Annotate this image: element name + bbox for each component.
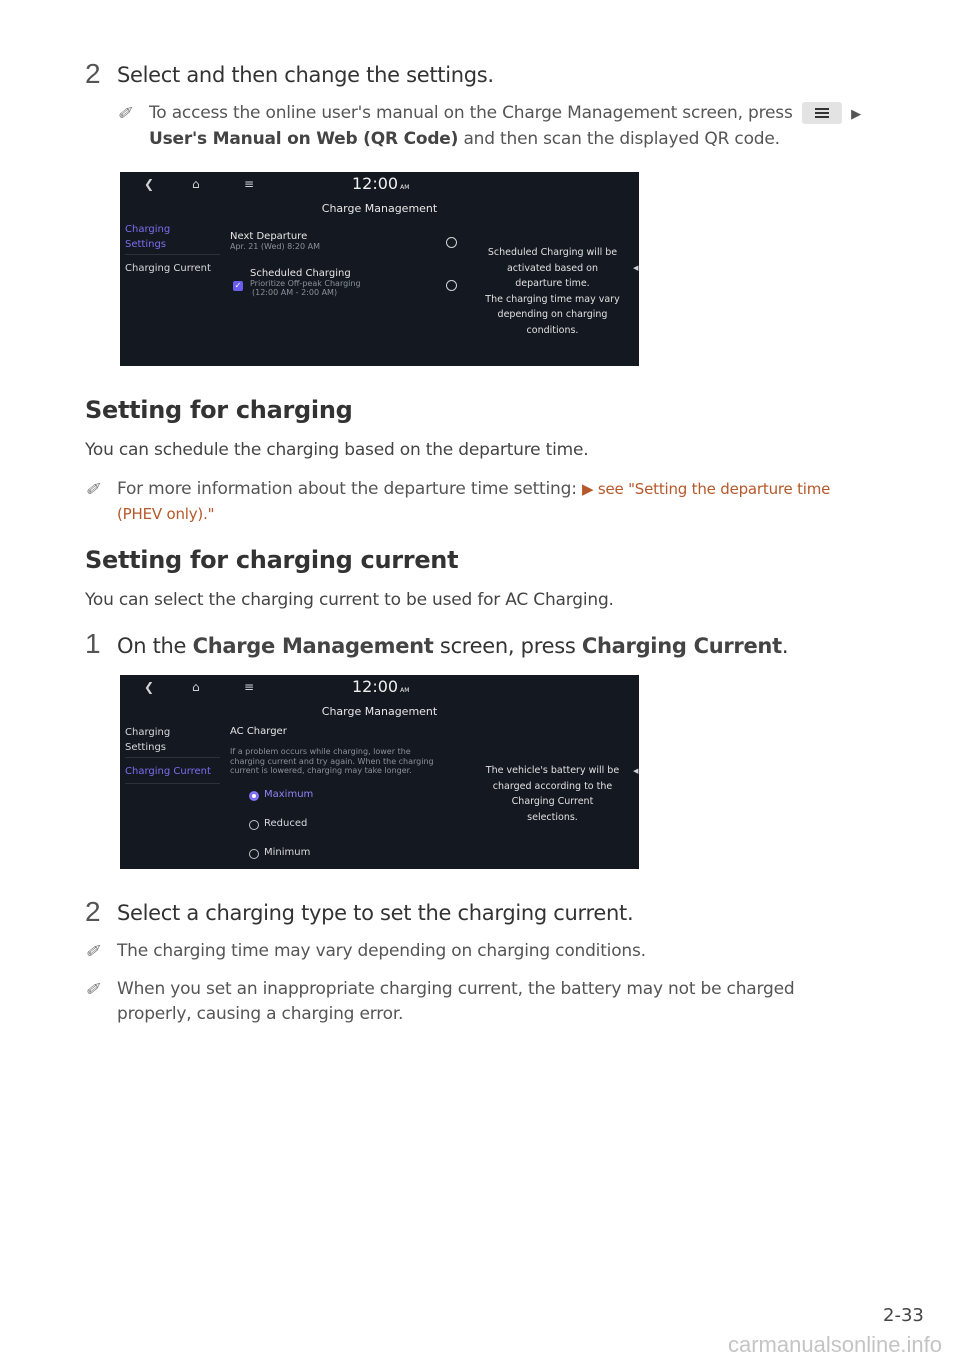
divider (125, 254, 220, 255)
clock: 12:00 AM (352, 677, 410, 696)
next-departure: Next Departure Apr. 21 (Wed) 8:20 AM (230, 231, 321, 251)
note-text: When you set an inappropriate charging current, the battery may not be charged properly, causing a charging error. (117, 979, 795, 1024)
watermark: carmanualsonline.info (728, 1332, 943, 1357)
ac-charger-label: AC Charger (230, 726, 287, 737)
checkbox-icon: ✓ (234, 281, 242, 290)
divider (125, 783, 220, 784)
radio-icon (249, 849, 259, 859)
home-icon: ⌂ (192, 177, 200, 191)
sidebar-item-charging-settings: Charging Settings (125, 727, 171, 753)
note-icon: ✐ (85, 980, 100, 1000)
menu-icon: ≡ (244, 177, 255, 191)
gear-icon (446, 237, 457, 248)
screenshot-charging-current (120, 675, 639, 869)
menu-icon: ≡ (244, 680, 255, 694)
page-number: 2-33 (883, 1305, 924, 1326)
step-text: On the Charge Management screen, press Charging Current. (117, 634, 789, 658)
divider (125, 757, 220, 758)
option-minimum: Minimum (264, 847, 311, 858)
option-reduced: Reduced (264, 818, 308, 829)
clock: 12:00 AM (352, 174, 410, 193)
note-bold: User's Manual on Web (QR Code) (149, 129, 459, 149)
screen-title: Charge Management (321, 202, 438, 215)
note-icon: ✐ (85, 942, 100, 962)
back-icon: ❮ (144, 177, 155, 191)
step-text: Select a charging type to set the charging current. (117, 901, 634, 925)
note-text: For more information about the departure time setting: ▶ see "Setting the departure time (PHEV only)." (117, 479, 831, 523)
menu-icon (802, 102, 842, 124)
cross-reference-link[interactable]: (PHEV only)." (117, 505, 215, 523)
cross-reference-link[interactable]: ▶ see "Setting the departure time (581, 480, 831, 498)
home-icon: ⌂ (192, 680, 200, 694)
option-maximum: Maximum (264, 789, 314, 800)
note-icon: ✐ (117, 104, 132, 124)
section-heading: Setting for charging current (85, 546, 459, 574)
sidebar-item-charging-current: Charging Current (125, 263, 211, 274)
note-text: The charging time may vary depending on charging conditions. (117, 941, 646, 961)
step-number: 1 (85, 628, 101, 659)
step-text: Select and then change the settings. (117, 63, 494, 87)
screenshot-charge-settings (120, 172, 639, 366)
screen-title: Charge Management (321, 705, 438, 718)
gear-icon (446, 280, 457, 291)
note-text (149, 101, 889, 152)
collapse-icon: ◀ (633, 264, 639, 272)
info-panel: The vehicle's battery will be charged according to the Charging Current selections. (485, 765, 620, 823)
radio-icon (249, 820, 259, 830)
section-body: You can select the charging current to be used for AC Charging. (85, 590, 614, 610)
warning-text: If a problem occurs while charging, lower the charging current and try again. When the charging current is lowered, charging may take longer. (230, 747, 434, 775)
sidebar-item-charging-current: Charging Current (125, 766, 211, 777)
info-panel: Scheduled Charging will be activated based on departure time. The charging time may vary depending on charging conditions. (485, 247, 620, 336)
note-icon: ✐ (85, 480, 100, 500)
step-number: 2 (85, 58, 101, 89)
step-number: 2 (85, 896, 101, 927)
note-prefix: To access the online user's manual on the Charge Management screen, press (149, 103, 793, 123)
sidebar-item-charging-settings: Charging Settings (125, 224, 171, 250)
section-body: You can schedule the charging based on the departure time. (85, 440, 589, 460)
radio-icon (249, 791, 259, 801)
back-icon: ❮ (144, 680, 155, 694)
arrow-icon: ▶ (851, 107, 861, 122)
section-heading: Setting for charging (85, 396, 353, 424)
note-suffix: and then scan the displayed QR code. (463, 129, 780, 149)
collapse-icon: ◀ (633, 767, 639, 775)
scheduled-charging: Scheduled Charging Prioritize Off-peak Charging (12:00 AM - 2:00 AM) (250, 268, 361, 297)
